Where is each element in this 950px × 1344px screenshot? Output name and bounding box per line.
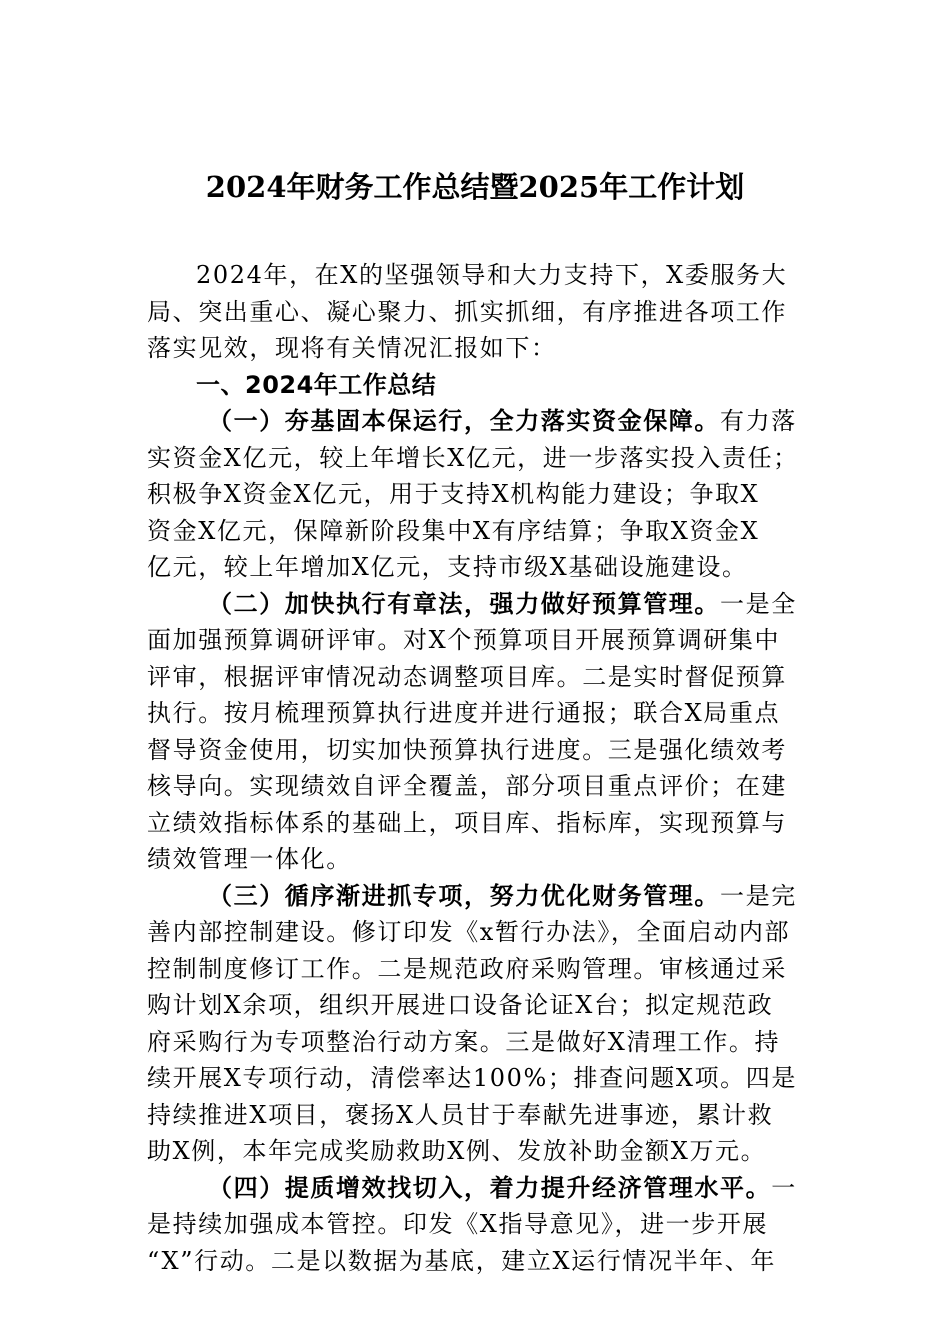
text-line [147, 513, 809, 550]
text-line [147, 257, 809, 294]
line-text: “X”行动。二是以数据为基底，建立X运行情况半年、年 [147, 1246, 776, 1275]
document-title: 2024年财务工作总结暨2025年工作计划 [205, 170, 745, 204]
line-text: 亿元，较上年增加X亿元，支持市级X基础设施建设。 [147, 553, 748, 581]
line-text: 一 [771, 1173, 797, 1202]
line-text: 局、突出重心、凝心聚力、抓实抓细，有序推进各项工作 [147, 297, 787, 326]
line-text: 执行。按月梳理预算执行进度并进行通报；联合X局重点 [147, 699, 781, 727]
text-line [147, 622, 809, 659]
line-text: 控制制度修订工作。二是规范政府采购管理。审核通过采 [147, 954, 787, 983]
text-line [147, 1133, 809, 1170]
line-text: 续开展X专项行动，清偿率达100%；排查问题X项。四是 [147, 1064, 797, 1092]
line-text: 善内部控制建设。修订印发《x暂行办法》，全面启动内部 [147, 918, 791, 946]
line-text: 一是全 [720, 589, 797, 618]
text-line [147, 440, 809, 477]
line-text: 核导向。实现绩效自评全覆盖，部分项目重点评价；在建 [147, 772, 787, 800]
text-line [147, 1024, 809, 1061]
text-line [147, 805, 809, 842]
line-text: 府采购行为专项整治行动方案。三是做好X清理工作。持 [147, 1027, 781, 1056]
line-text: 是持续加强成本管控。印发《X指导意见》，进一步开展 [147, 1210, 769, 1238]
line-text: 持续推进X项目，褒扬X人员甘于奉献先进事迹，累计救 [147, 1100, 774, 1129]
line-text: 督导资金使用，切实加快预算执行进度。三是强化绩效考 [147, 735, 787, 764]
text-line [147, 1060, 809, 1097]
text-line [147, 695, 809, 732]
line-text: 实资金X亿元，较上年增长X亿元，进一步落实投入责任； [147, 443, 799, 472]
line-text: 面加强预算调研评审。对X个预算项目开展预算调研集中 [147, 626, 781, 654]
line-text: 购计划X余项，组织开展进口设备论证X台；拟定规范政 [147, 991, 774, 1019]
text-line [147, 1206, 809, 1243]
text-line [147, 549, 809, 586]
text-line [147, 768, 809, 805]
line-text: 立绩效指标体系的基础上，项目库、指标库，实现预算与 [147, 808, 787, 837]
text-line [147, 732, 809, 769]
line-text: 一、2024年工作总结 [196, 370, 437, 399]
text-line [147, 841, 809, 878]
subsection-title: （三）循序渐进抓专项，努力优化财务管理。 [208, 880, 720, 910]
text-line [147, 659, 809, 696]
document-body [147, 257, 809, 1279]
line-text: 一是完 [720, 881, 797, 910]
subsection-title: （一）夯基固本保运行，全力落实资金保障。 [208, 406, 720, 435]
text-line [147, 403, 809, 440]
text-line [147, 987, 809, 1024]
line-text: 2024年，在X的坚强领导和大力支持下，X委服务大 [196, 261, 788, 289]
subsection-title: （四）提质增效找切入，着力提升经济管理水平。 [208, 1172, 772, 1202]
line-text: 助X例，本年完成奖励救助X例、发放补助金额X万元。 [147, 1137, 767, 1165]
text-line [147, 878, 809, 915]
line-text: 绩效管理一体化。 [147, 845, 352, 873]
text-line [147, 294, 809, 331]
section-heading [147, 367, 809, 404]
line-text: 有力落 [720, 407, 797, 435]
line-text: 落实见效，现将有关情况汇报如下： [147, 334, 557, 362]
text-line [147, 914, 809, 951]
text-line [147, 586, 809, 623]
line-text: 资金X亿元，保障新阶段集中X有序结算；争取X资金X [147, 516, 760, 545]
line-text: 积极争X资金X亿元，用于支持X机构能力建设；争取X [147, 480, 760, 508]
text-line [147, 1243, 809, 1280]
text-line [147, 1170, 809, 1207]
text-line [147, 951, 809, 988]
line-text: 评审，根据评审情况动态调整项目库。二是实时督促预算 [147, 662, 787, 691]
text-line [147, 1097, 809, 1134]
text-line [147, 476, 809, 513]
text-line [147, 330, 809, 367]
subsection-title: （二）加快执行有章法，强力做好预算管理。 [208, 588, 720, 618]
